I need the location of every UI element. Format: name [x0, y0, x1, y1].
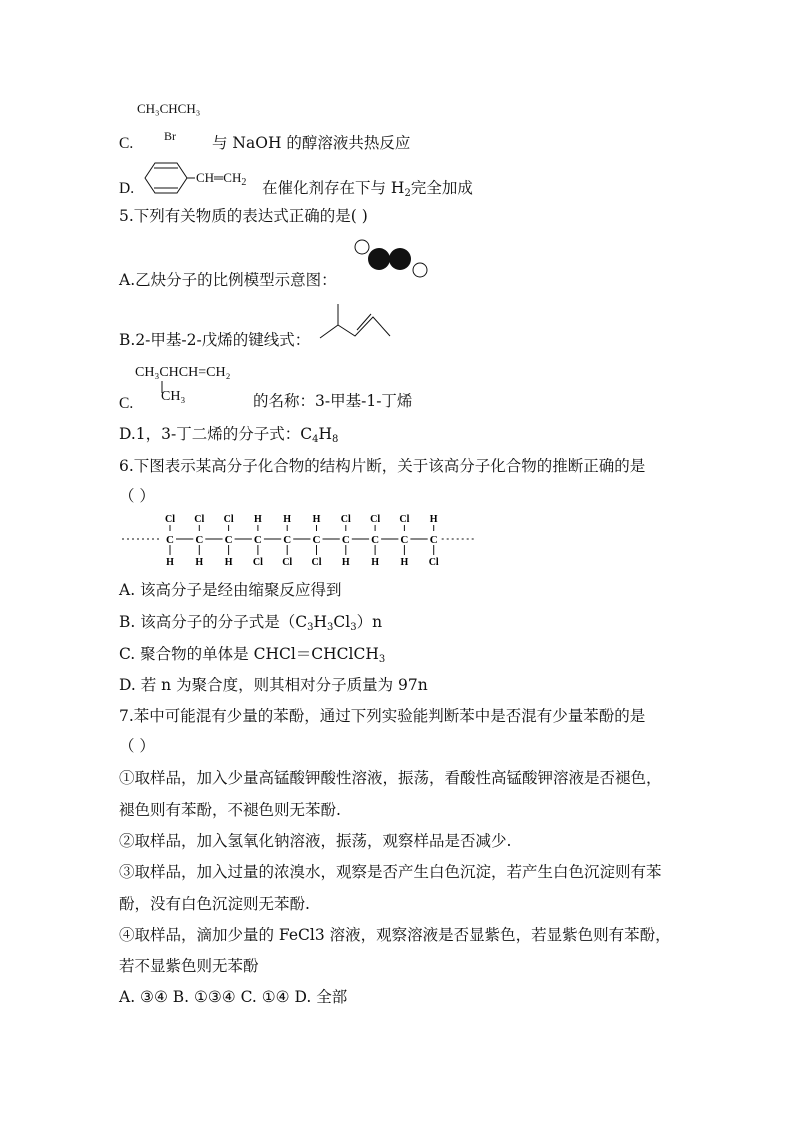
option-d-prev: D. — [119, 180, 135, 197]
q6-stem: 6.下图表示某高分子化合物的结构片断，关于该高分子化合物的推断正确的是 — [119, 457, 646, 475]
q7-statement-1b: 褪色则有苯酚，不褪色则无苯酚. — [119, 801, 341, 819]
q6-option-b: B. 该高分子的分子式是$(C_3H_3Cl_3)n$ — [119, 613, 383, 633]
chain-bottom-atom: H — [371, 557, 379, 568]
chain-bottom-atom: H — [166, 557, 174, 568]
bromine-substituent: Br — [164, 129, 176, 143]
q5-option-c: C. — [119, 395, 134, 412]
q6-option-c: C. 聚合物的单体是 CHCl＝CHClCH$_3$ — [119, 645, 386, 665]
methyl-branch: CH₃ — [161, 389, 186, 404]
chain-carbon-atom: C — [166, 534, 174, 546]
chain-top-atom: Cl — [165, 514, 175, 525]
bromopropane-formula — [137, 101, 200, 117]
acetylene-ball-model — [352, 236, 432, 282]
chain-carbon-atom: C — [253, 534, 262, 546]
q7-statement-2: ②取样品，加入氢氧化钠溶液，振荡，观察样品是否减少. — [119, 832, 512, 850]
q7-stem-blank: （ ） — [119, 737, 155, 755]
q7-statement-4b: 若不显紫色则无苯酚 — [119, 957, 259, 975]
q7-stem: 7.苯中可能混有少量的苯酚，通过下列实验能判断苯中是否混有少量苯酚的是 — [119, 707, 646, 725]
option-c-prev-text: 与 NaOH 的醇溶液共热反应 — [212, 134, 411, 152]
chain-carbon-atom: C — [283, 534, 292, 546]
q5-option-b: B.2-甲基-2-戊烯的键线式： — [119, 331, 311, 349]
q5-stem: 5.下列有关物质的表达式正确的是( ) — [119, 207, 368, 225]
chain-top-atom: Cl — [194, 514, 205, 525]
chain-top-atom: H — [429, 514, 438, 525]
q7-options: A. ③④ B. ①③④ C. ①④ D. 全部 — [119, 988, 348, 1006]
chain-top-atom: H — [283, 514, 292, 525]
chain-top-atom: H — [312, 514, 321, 525]
chain-bottom-atom: Cl — [252, 557, 263, 568]
chain-top-atom: Cl — [370, 514, 381, 525]
q5-option-d: D.1，3-丁二烯的分子式：$C_4H_8$ — [119, 425, 339, 445]
chain-bottom-atom: H — [400, 557, 409, 568]
chain-bottom-atom: H — [341, 557, 350, 568]
option-d-prev-text: 在催化剂存在下与 $H_2$完全加成 — [262, 179, 473, 199]
chain-bottom-atom: Cl — [428, 557, 439, 568]
option-c-prev: C. — [119, 135, 134, 152]
q6-stem-blank: （ ） — [119, 487, 155, 505]
chain-bottom-atom: Cl — [311, 557, 322, 568]
q6-option-d: D. 若 n 为聚合度，则其相对分子质量为 97n — [119, 676, 428, 694]
chain-bottom-atom: H — [195, 557, 204, 568]
chain-carbon-atom: C — [371, 534, 380, 546]
q7-statement-3a: ③取样品，加入过量的浓溴水，观察是否产生白色沉淀，若产生白色沉淀则有苯 — [119, 863, 662, 881]
chain-top-atom: Cl — [223, 514, 234, 525]
formula-top: CH₃CHCH₃ — [137, 101, 201, 116]
q7-statement-1a: ①取样品，加入少量高锰酸钾酸性溶液，振荡，看酸性高锰酸钾溶液是否褪色， — [119, 769, 662, 787]
chain-carbon-atom: C — [195, 534, 204, 546]
chain-bottom-atom: Cl — [282, 557, 293, 568]
chain-carbon-atom: C — [400, 534, 409, 546]
q7-statement-3b: 酚，没有白色沉淀则无苯酚. — [119, 895, 310, 913]
chain-carbon-atom: C — [224, 534, 233, 546]
q5-option-c-text: 的名称：3-甲基-1-丁烯 — [253, 392, 413, 410]
chain-carbon-atom: C — [429, 534, 438, 546]
q7-statement-4a: ④取样品，滴加少量的 FeCl3 溶液，观察溶液是否显紫色，若显紫色则有苯酚， — [119, 926, 671, 944]
polymer-chain-structure — [120, 510, 480, 570]
q5-option-a: A.乙炔分子的比例模型示意图： — [119, 271, 337, 289]
chain-top-atom: Cl — [340, 514, 351, 525]
chain-top-atom: Cl — [399, 514, 410, 525]
vinyl-substituent: $CH═CH_2$ — [196, 170, 247, 188]
chain-carbon-atom: C — [341, 534, 350, 546]
q6-option-a: A. 该高分子是经由缩聚反应得到 — [119, 581, 342, 599]
chain-top-atom: H — [254, 514, 262, 525]
methylbutene-formula: CH₃CHCH=CH₂ — [135, 365, 231, 380]
chain-carbon-atom: C — [312, 534, 321, 546]
chain-bottom-atom: H — [224, 557, 233, 568]
methylpentene-skeletal — [318, 296, 394, 342]
